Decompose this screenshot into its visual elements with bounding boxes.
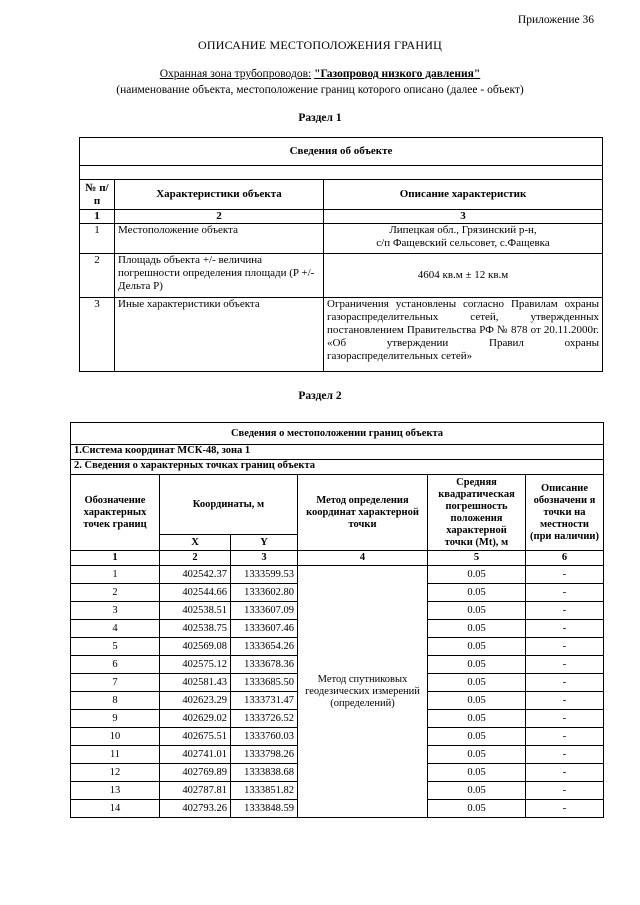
point-x: 402769.89 [160,764,231,782]
row-number: 2 [80,254,115,298]
row-value: Ограничения установлены согласно Правилам охраны газораспределительных сетей, утвержденных постановлением Правительства РФ № 878 от 20.11.2000г. «Об утверждении Правил охраны газораспределительных сетей» [324,298,603,372]
row-characteristic: Площадь объекта +/- величина погрешности определения площади (P +/- Дельта P) [115,254,324,298]
point-description: - [526,692,604,710]
point-x: 402623.29 [160,692,231,710]
point-description: - [526,602,604,620]
point-x: 402538.51 [160,602,231,620]
row-number: 1 [80,224,115,254]
coordinate-system: 1.Система координат МСК-48, зона 1 [71,445,604,460]
zone-name: "Газопровод низкого давления" [314,68,481,80]
point-error: 0.05 [428,566,526,584]
header-error: Средняя квадратическая погрешность положения характерной точки (Mt), м [428,475,526,551]
point-y: 1333602.80 [231,584,298,602]
point-number: 7 [71,674,160,692]
point-error: 0.05 [428,782,526,800]
point-description: - [526,782,604,800]
point-error: 0.05 [428,584,526,602]
points-caption: 2. Сведения о характерных точках границ объекта [71,460,604,475]
point-x: 402575.12 [160,656,231,674]
column-number: 3 [324,210,603,224]
point-y: 1333607.09 [231,602,298,620]
point-error: 0.05 [428,656,526,674]
row-value: 4604 кв.м ± 12 кв.м [324,254,603,298]
point-number: 6 [71,656,160,674]
location-line: Липецкая обл., Грязинский р-н, [389,224,537,236]
page-title: ОПИСАНИЕ МЕСТОПОЛОЖЕНИЯ ГРАНИЦ [198,38,442,52]
point-x: 402538.75 [160,620,231,638]
point-error: 0.05 [428,620,526,638]
point-description: - [526,800,604,818]
point-description: - [526,656,604,674]
header-x: X [160,535,231,551]
column-number: 1 [80,210,115,224]
point-error: 0.05 [428,674,526,692]
point-y: 1333678.36 [231,656,298,674]
column-number: 4 [298,551,428,566]
point-number: 13 [71,782,160,800]
point-error: 0.05 [428,692,526,710]
column-number: 5 [428,551,526,566]
method-cell: Метод спутниковых геодезических измерений (определений) [298,566,428,818]
point-x: 402581.43 [160,674,231,692]
point-error: 0.05 [428,638,526,656]
row-value [324,224,603,254]
table-row [71,566,604,584]
point-description: - [526,674,604,692]
object-info-title: Сведения об объекте [80,138,603,166]
zone-line [0,68,640,80]
point-description: - [526,710,604,728]
point-number: 3 [71,602,160,620]
point-y: 1333848.59 [231,800,298,818]
section2-title: Раздел 2 [298,390,342,402]
point-error: 0.05 [428,764,526,782]
header-coordinates: Координаты, м [160,475,298,535]
section1-title: Раздел 1 [298,112,342,124]
header-designation: Обозначение характерных точек границ [71,475,160,551]
header-number: № п/п [80,180,115,210]
point-y: 1333654.26 [231,638,298,656]
point-error: 0.05 [428,602,526,620]
point-y: 1333731.47 [231,692,298,710]
point-description: - [526,764,604,782]
point-x: 402787.81 [160,782,231,800]
point-description: - [526,566,604,584]
boundary-points-table [70,422,604,818]
point-y: 1333607.46 [231,620,298,638]
point-x: 402793.26 [160,800,231,818]
zone-prefix: Охранная зона трубопроводов: [159,68,312,80]
point-x: 402569.08 [160,638,231,656]
column-number: 2 [160,551,231,566]
point-x: 402741.01 [160,746,231,764]
point-x: 402542.37 [160,566,231,584]
point-error: 0.05 [428,746,526,764]
point-y: 1333798.26 [231,746,298,764]
row-characteristic: Местоположение объекта [115,224,324,254]
point-x: 402675.51 [160,728,231,746]
column-number: 3 [231,551,298,566]
row-number: 3 [80,298,115,372]
object-info-table [79,137,603,372]
point-number: 12 [71,764,160,782]
point-error: 0.05 [428,728,526,746]
column-number: 1 [71,551,160,566]
page-subtitle: (наименование объекта, местоположение границ которого описано (далее - объект) [116,84,524,96]
location-line: с/п Фащевский сельсовет, с.Фащевка [376,237,550,249]
point-number: 2 [71,584,160,602]
header-characteristics: Характеристики объекта [115,180,324,210]
point-x: 402544.66 [160,584,231,602]
point-number: 4 [71,620,160,638]
point-description: - [526,620,604,638]
point-number: 9 [71,710,160,728]
spacer-row [80,166,603,180]
column-number: 6 [526,551,604,566]
point-y: 1333726.52 [231,710,298,728]
appendix-label: Приложение 36 [517,14,594,26]
point-description: - [526,638,604,656]
point-number: 8 [71,692,160,710]
point-number: 14 [71,800,160,818]
point-number: 11 [71,746,160,764]
point-y: 1333851.82 [231,782,298,800]
header-point-description: Описание обозначени я точки на местности (при наличии) [526,475,604,551]
point-description: - [526,728,604,746]
point-error: 0.05 [428,710,526,728]
header-description: Описание характеристик [324,180,603,210]
point-number: 5 [71,638,160,656]
point-error: 0.05 [428,800,526,818]
point-description: - [526,584,604,602]
point-x: 402629.02 [160,710,231,728]
point-description: - [526,746,604,764]
header-method: Метод определения координат характерной точки [298,475,428,551]
boundary-title: Сведения о местоположении границ объекта [71,423,604,445]
row-characteristic: Иные характеристики объекта [115,298,324,372]
column-number: 2 [115,210,324,224]
point-y: 1333599.53 [231,566,298,584]
point-number: 10 [71,728,160,746]
point-y: 1333838.68 [231,764,298,782]
point-y: 1333685.50 [231,674,298,692]
point-y: 1333760.03 [231,728,298,746]
header-y: Y [231,535,298,551]
point-number: 1 [71,566,160,584]
